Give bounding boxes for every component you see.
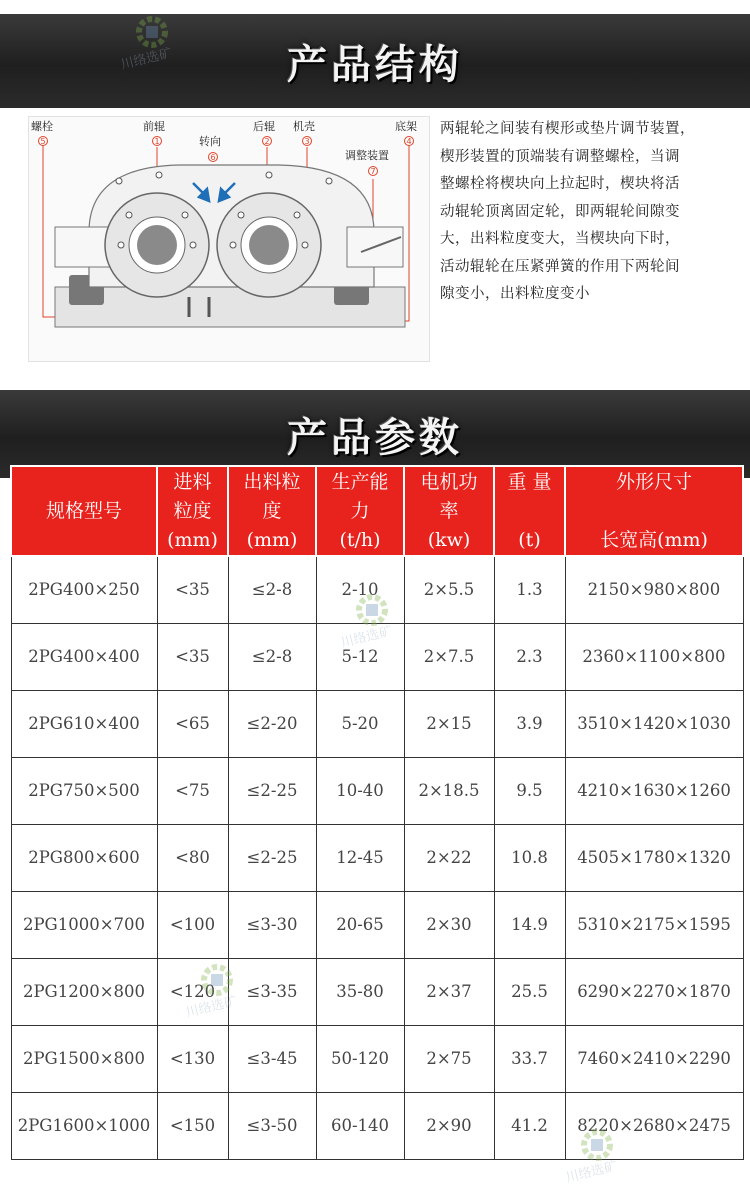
cell-model: 2PG400×400	[11, 623, 157, 690]
watermark: 川络选矿	[120, 12, 190, 68]
cell-feed-size: <130	[157, 1025, 228, 1092]
structure-title: 产品结构	[287, 41, 463, 88]
cell-capacity: 50-120	[316, 1025, 404, 1092]
cell-feed-size: <65	[157, 690, 228, 757]
params-title: 产品参数	[287, 414, 463, 461]
table-row	[11, 824, 743, 891]
description-line: 隙变小，出料粒度变小	[440, 286, 590, 302]
num-housing: 3	[304, 137, 310, 146]
cell-motor-power: 2×15	[404, 690, 494, 757]
cell-weight: 9.5	[494, 757, 565, 824]
cell-motor-power: 2×75	[404, 1025, 494, 1092]
cell-capacity: 10-40	[316, 757, 404, 824]
cell-motor-power: 2×30	[404, 891, 494, 958]
label-frame: 底架	[395, 120, 417, 133]
header-dimensions: 外形尺寸 长宽高(mm)	[565, 466, 743, 556]
num-bolt: 5	[40, 137, 46, 146]
watermark: 川络选矿	[340, 590, 410, 646]
cell-feed-size: <35	[157, 556, 228, 623]
cell-model: 2PG610×400	[11, 690, 157, 757]
cell-capacity: 5-12	[316, 623, 404, 690]
header-capacity: 生产能 力 (t/h)	[316, 466, 404, 556]
cell-dimensions: 4210×1630×1260	[565, 757, 743, 824]
cell-capacity: 20-65	[316, 891, 404, 958]
description-line: 楔形装置的顶端装有调整螺栓，当调	[440, 148, 680, 165]
table-row	[11, 690, 743, 757]
cell-dimensions: 5310×2175×1595	[565, 891, 743, 958]
table-row	[11, 891, 743, 958]
table-row	[11, 1025, 743, 1092]
description-line: 整螺栓将楔块向上拉起时，楔块将活	[440, 176, 680, 192]
cell-model: 2PG1600×1000	[11, 1092, 157, 1159]
cell-output-size: ≤2-8	[228, 623, 316, 690]
label-rotation: 转向	[199, 135, 221, 148]
cell-output-size: ≤3-30	[228, 891, 316, 958]
cell-capacity: 60-140	[316, 1092, 404, 1159]
cell-dimensions: 4505×1780×1320	[565, 824, 743, 891]
cell-feed-size: <75	[157, 757, 228, 824]
cell-weight: 1.3	[494, 556, 565, 623]
cell-feed-size: <120	[157, 958, 228, 1025]
cell-weight: 10.8	[494, 824, 565, 891]
cell-feed-size: <150	[157, 1092, 228, 1159]
table-row	[11, 1092, 743, 1159]
header-motor-power: 电机功 率 (kw)	[404, 466, 494, 556]
cell-motor-power: 2×22	[404, 824, 494, 891]
cell-motor-power: 2×7.5	[404, 623, 494, 690]
cell-dimensions: 2360×1100×800	[565, 623, 743, 690]
label-rear-roller: 后辊	[253, 120, 275, 133]
label-adjuster: 调整装置	[345, 149, 389, 162]
params-table	[10, 465, 744, 1160]
cell-weight: 3.9	[494, 690, 565, 757]
cell-dimensions: 6290×2270×1870	[565, 958, 743, 1025]
watermark: 川络选矿	[565, 1125, 635, 1181]
header-weight: 重 量 (t)	[494, 466, 565, 556]
cell-motor-power: 2×90	[404, 1092, 494, 1159]
table-body	[11, 556, 743, 1159]
cell-model: 2PG1200×800	[11, 958, 157, 1025]
cell-output-size: ≤2-25	[228, 824, 316, 891]
table-row	[11, 623, 743, 690]
cell-dimensions: 3510×1420×1030	[565, 690, 743, 757]
num-rotation: 6	[210, 153, 216, 162]
header-output-size: 出料粒 度 (mm)	[228, 466, 316, 556]
table-row	[11, 556, 743, 623]
cell-model: 2PG1000×700	[11, 891, 157, 958]
cell-feed-size: <80	[157, 824, 228, 891]
cell-output-size: ≤2-8	[228, 556, 316, 623]
cell-weight: 33.7	[494, 1025, 565, 1092]
diagram-labels	[29, 117, 431, 363]
label-housing: 机壳	[293, 120, 315, 133]
cell-weight: 2.3	[494, 623, 565, 690]
num-frame: 4	[406, 137, 412, 146]
table-row	[11, 757, 743, 824]
cell-feed-size: <35	[157, 623, 228, 690]
header-model: 规格型号	[11, 466, 157, 556]
cell-output-size: ≤3-45	[228, 1025, 316, 1092]
table-header-row	[11, 466, 743, 556]
cell-output-size: ≤3-35	[228, 958, 316, 1025]
roller-crusher-diagram	[28, 116, 430, 362]
description-line: 活动辊轮在压紧弹簧的作用下两轮间	[440, 258, 680, 275]
cell-capacity: 35-80	[316, 958, 404, 1025]
cell-feed-size: <100	[157, 891, 228, 958]
cell-dimensions: 8220×2680×2475	[565, 1092, 743, 1159]
cell-model: 2PG800×600	[11, 824, 157, 891]
cell-capacity: 2-10	[316, 556, 404, 623]
num-rear-roller: 2	[264, 137, 270, 146]
cell-capacity: 5-20	[316, 690, 404, 757]
cell-model: 2PG400×250	[11, 556, 157, 623]
cell-motor-power: 2×5.5	[404, 556, 494, 623]
description-line: 大，出料粒度变大，当楔块向下时，	[440, 231, 680, 247]
num-front-roller: 1	[154, 137, 160, 146]
cell-model: 2PG750×500	[11, 757, 157, 824]
cell-model: 2PG1500×800	[11, 1025, 157, 1092]
description-line: 动辊轮顶离固定轮，即两辊轮间隙变	[440, 203, 680, 220]
cell-motor-power: 2×37	[404, 958, 494, 1025]
label-bolt: 螺栓	[31, 120, 53, 133]
cell-output-size: ≤2-25	[228, 757, 316, 824]
watermark: 川络选矿	[185, 960, 255, 1016]
structure-banner	[0, 14, 750, 108]
structure-description	[440, 116, 730, 309]
num-adjuster: 7	[370, 167, 376, 176]
structure-panel	[0, 108, 750, 378]
cell-capacity: 12-45	[316, 824, 404, 891]
table-row	[11, 958, 743, 1025]
cell-motor-power: 2×18.5	[404, 757, 494, 824]
description-line: 两辊轮之间装有楔形或垫片调节装置，	[440, 121, 695, 137]
label-front-roller: 前辊	[143, 120, 165, 133]
cell-weight: 14.9	[494, 891, 565, 958]
cell-dimensions: 7460×2410×2290	[565, 1025, 743, 1092]
cell-dimensions: 2150×980×800	[565, 556, 743, 623]
cell-weight: 41.2	[494, 1092, 565, 1159]
cell-output-size: ≤3-50	[228, 1092, 316, 1159]
cell-weight: 25.5	[494, 958, 565, 1025]
cell-output-size: ≤2-20	[228, 690, 316, 757]
header-feed-size: 进料 粒度 (mm)	[157, 466, 228, 556]
